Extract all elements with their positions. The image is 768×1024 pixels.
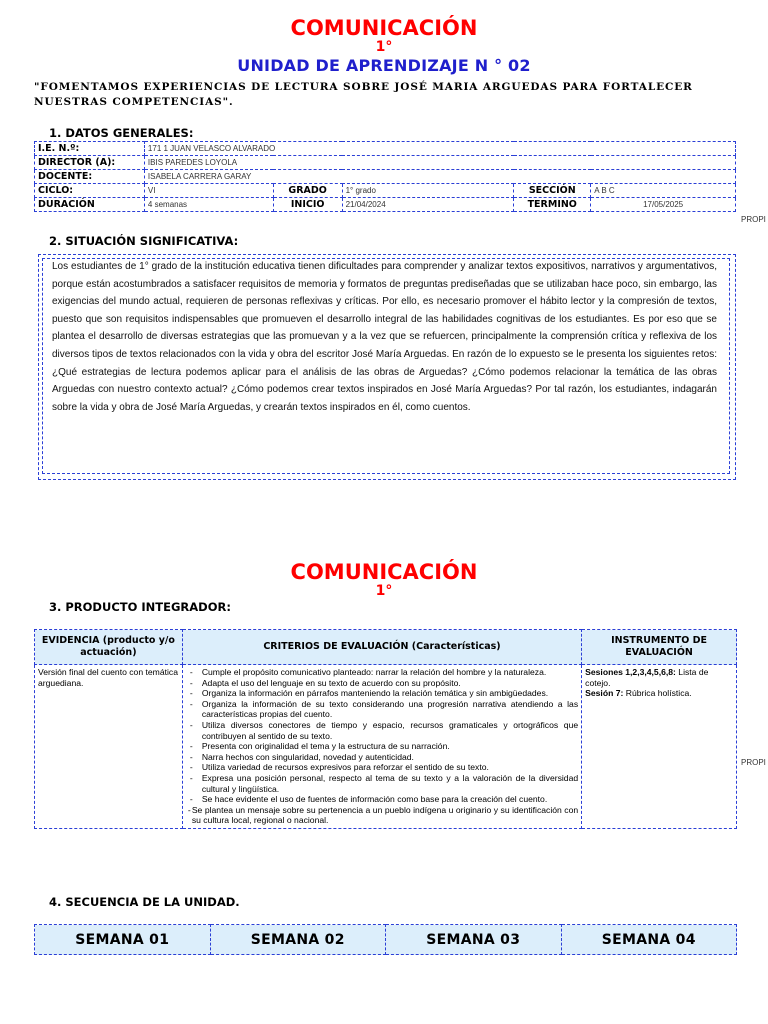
semana-03: SEMANA 03 — [386, 925, 562, 955]
criterio-item: - Utiliza diversos conectores de tiempo y espacio, recursos gramaticales y ortográficos que contribuyen al sentido de su texto. — [186, 720, 578, 741]
director-value: IBIS PAREDES LOYOLA — [144, 156, 735, 170]
header-title-block-2 — [0, 560, 768, 599]
ciclo-label: CICLO: — [35, 184, 145, 198]
docente-value: ISABELA CARRERA GARAY — [144, 170, 735, 184]
criterio-item: - Utiliza variedad de recursos expresivos para reforzar el sentido de su texto. — [186, 762, 578, 773]
section-producto: 3. PRODUCTO INTEGRADOR: — [49, 600, 231, 614]
ie-label: I.E. N.º: — [35, 142, 145, 156]
ciclo-value: VI — [144, 184, 273, 198]
header-title-block — [0, 16, 768, 55]
semanas-table — [34, 924, 737, 955]
inicio-value: 21/04/2024 — [342, 198, 514, 212]
criterio-item: - Expresa una posición personal, respecto al tema de su texto y a la valoración de la diversidad cultural y lingüística. — [186, 773, 578, 794]
instrumento-1-text: Lista de cotejo. — [585, 667, 709, 688]
instrumento-2-text: Rúbrica holística. — [623, 688, 692, 699]
header-title: COMUNICACIÓN — [290, 16, 478, 40]
unit-quote: "FOMENTAMOS EXPERIENCIAS DE LECTURA SOBRE JOSÉ MARIA ARGUEDAS PARA FORTALECER NUESTRAS COMPETENCIAS". — [34, 81, 693, 108]
criterio-item: - Se plantea un mensaje sobre su pertenencia a un pueblo indígena u originario y su identificación con su cultura local, regional o nacional. — [186, 805, 578, 826]
criterio-item: - Adapta el uso del lenguaje en su texto de acuerdo con su propósito. — [186, 678, 578, 689]
semana-01: SEMANA 01 — [35, 925, 211, 955]
side-text-1: PROPI — [741, 215, 766, 224]
semana-02: SEMANA 02 — [210, 925, 386, 955]
docente-label: DOCENTE: — [35, 170, 145, 184]
criterio-item: - Cumple el propósito comunicativo planteado: narrar la relación del hombre y la naturaleza. — [186, 667, 578, 678]
situacion-text: Los estudiantes de 1° grado de la institución educativa tienen dificultades para comprender y analizar textos expositivos, narrativos y argumentativos, porque están acostumbrados a satisfacer requisitos de memoria y formatos de preguntas prediseñadas que se utilizaban hace poco, sin embargo, las exigencias del mundo actual, requieren de personas reflexivas y críticas. Por ello, es necesario promover el hábito lector y la compresión de textos, puesto que son requisitos indispensables que promueven el desarrollo integral de las habilidades cognitivas de los estudiantes. Es por eso que se plantea el desarrollo de diversas estrategias que las promuevan y a la vez que se refuercen, principalmente la comprensión crítica y reflexiva de los diversos tipos de textos relacionados con la vida y obra del escritor José María Arguedas. En razón de lo expuesto se le presenta los siguientes retos: ¿Qué estrategias de lectura podemos aplicar para el análisis de las obras de Arguedas? ¿Cómo podemos relacionar la temática de las obras Arguedas con nuestro contexto actual? ¿Cómo podemos crear textos inspirados en José María Arguedas? Por tal razón, los estudiantes, indagarán sobre la vida y obra de José María Arguedas, y crearán textos inspirados en él, como cuentos. — [52, 261, 717, 413]
seccion-label: SECCIÓN — [514, 184, 591, 198]
criterio-item: - Presenta con originalidad el tema y la estructura de su narración. — [186, 741, 578, 752]
duracion-value: 4 semanas — [144, 198, 273, 212]
director-label: DIRECTOR (A): — [35, 156, 145, 170]
datos-generales-table — [34, 141, 736, 212]
criterio-item: - Organiza la información en párrafos manteniendo la relación temática y sin ambigüedades. — [186, 688, 578, 699]
termino-label: TERMINO — [514, 198, 591, 212]
header-criterios: CRITERIOS DE EVALUACIÓN (Características) — [182, 630, 581, 665]
header-instrumento: INSTRUMENTO DE EVALUACIÓN — [582, 630, 737, 665]
grado-label: GRADO — [273, 184, 342, 198]
producto-table — [34, 629, 737, 829]
section-situacion: 2. SITUACIÓN SIGNIFICATIVA: — [49, 234, 239, 248]
inicio-label: INICIO — [273, 198, 342, 212]
criterio-item: - Organiza la información de su texto considerando una progresión narrativa atendiendo a las características propias del cuento. — [186, 699, 578, 720]
section-secuencia: 4. SECUENCIA DE LA UNIDAD. — [49, 895, 240, 909]
criterios-cell — [182, 665, 581, 829]
semana-04: SEMANA 04 — [561, 925, 737, 955]
section-datos-generales: 1. DATOS GENERALES: — [49, 126, 194, 140]
instrumento-line-2 — [585, 688, 733, 699]
side-text-2: PROPI — [741, 758, 766, 767]
header-title-2: COMUNICACIÓN — [290, 560, 478, 584]
instrumento-cell — [582, 665, 737, 829]
unit-title: UNIDAD DE APRENDIZAJE N ° 02 — [237, 56, 531, 75]
seccion-value: A B C — [591, 184, 736, 198]
criterio-item: - Narra hechos con singularidad, novedad y autenticidad. — [186, 752, 578, 763]
instrumento-1-bold: Sesiones 1,2,3,4,5,6,8: — [585, 667, 676, 677]
header-subtitle-fragment: 1° — [375, 39, 393, 55]
instrumento-2-bold: Sesión 7: — [585, 688, 624, 699]
criterio-item: - Se hace evidente el uso de fuentes de información como base para la creación del cuento. — [186, 794, 578, 805]
termino-value: 17/05/2025 — [591, 198, 736, 212]
header-subtitle-fragment-2: 1° — [375, 583, 393, 599]
header-evidencia: EVIDENCIA (producto y/o actuación) — [35, 630, 183, 665]
instrumento-line-1 — [585, 667, 733, 688]
criterios-list — [186, 667, 578, 826]
duracion-label: DURACIÓN — [35, 198, 145, 212]
ie-value: 171 1 JUAN VELASCO ALVARADO — [144, 142, 735, 156]
grado-value: 1° grado — [342, 184, 514, 198]
evidencia-cell: Versión final del cuento con temática arguediana. — [35, 665, 183, 829]
